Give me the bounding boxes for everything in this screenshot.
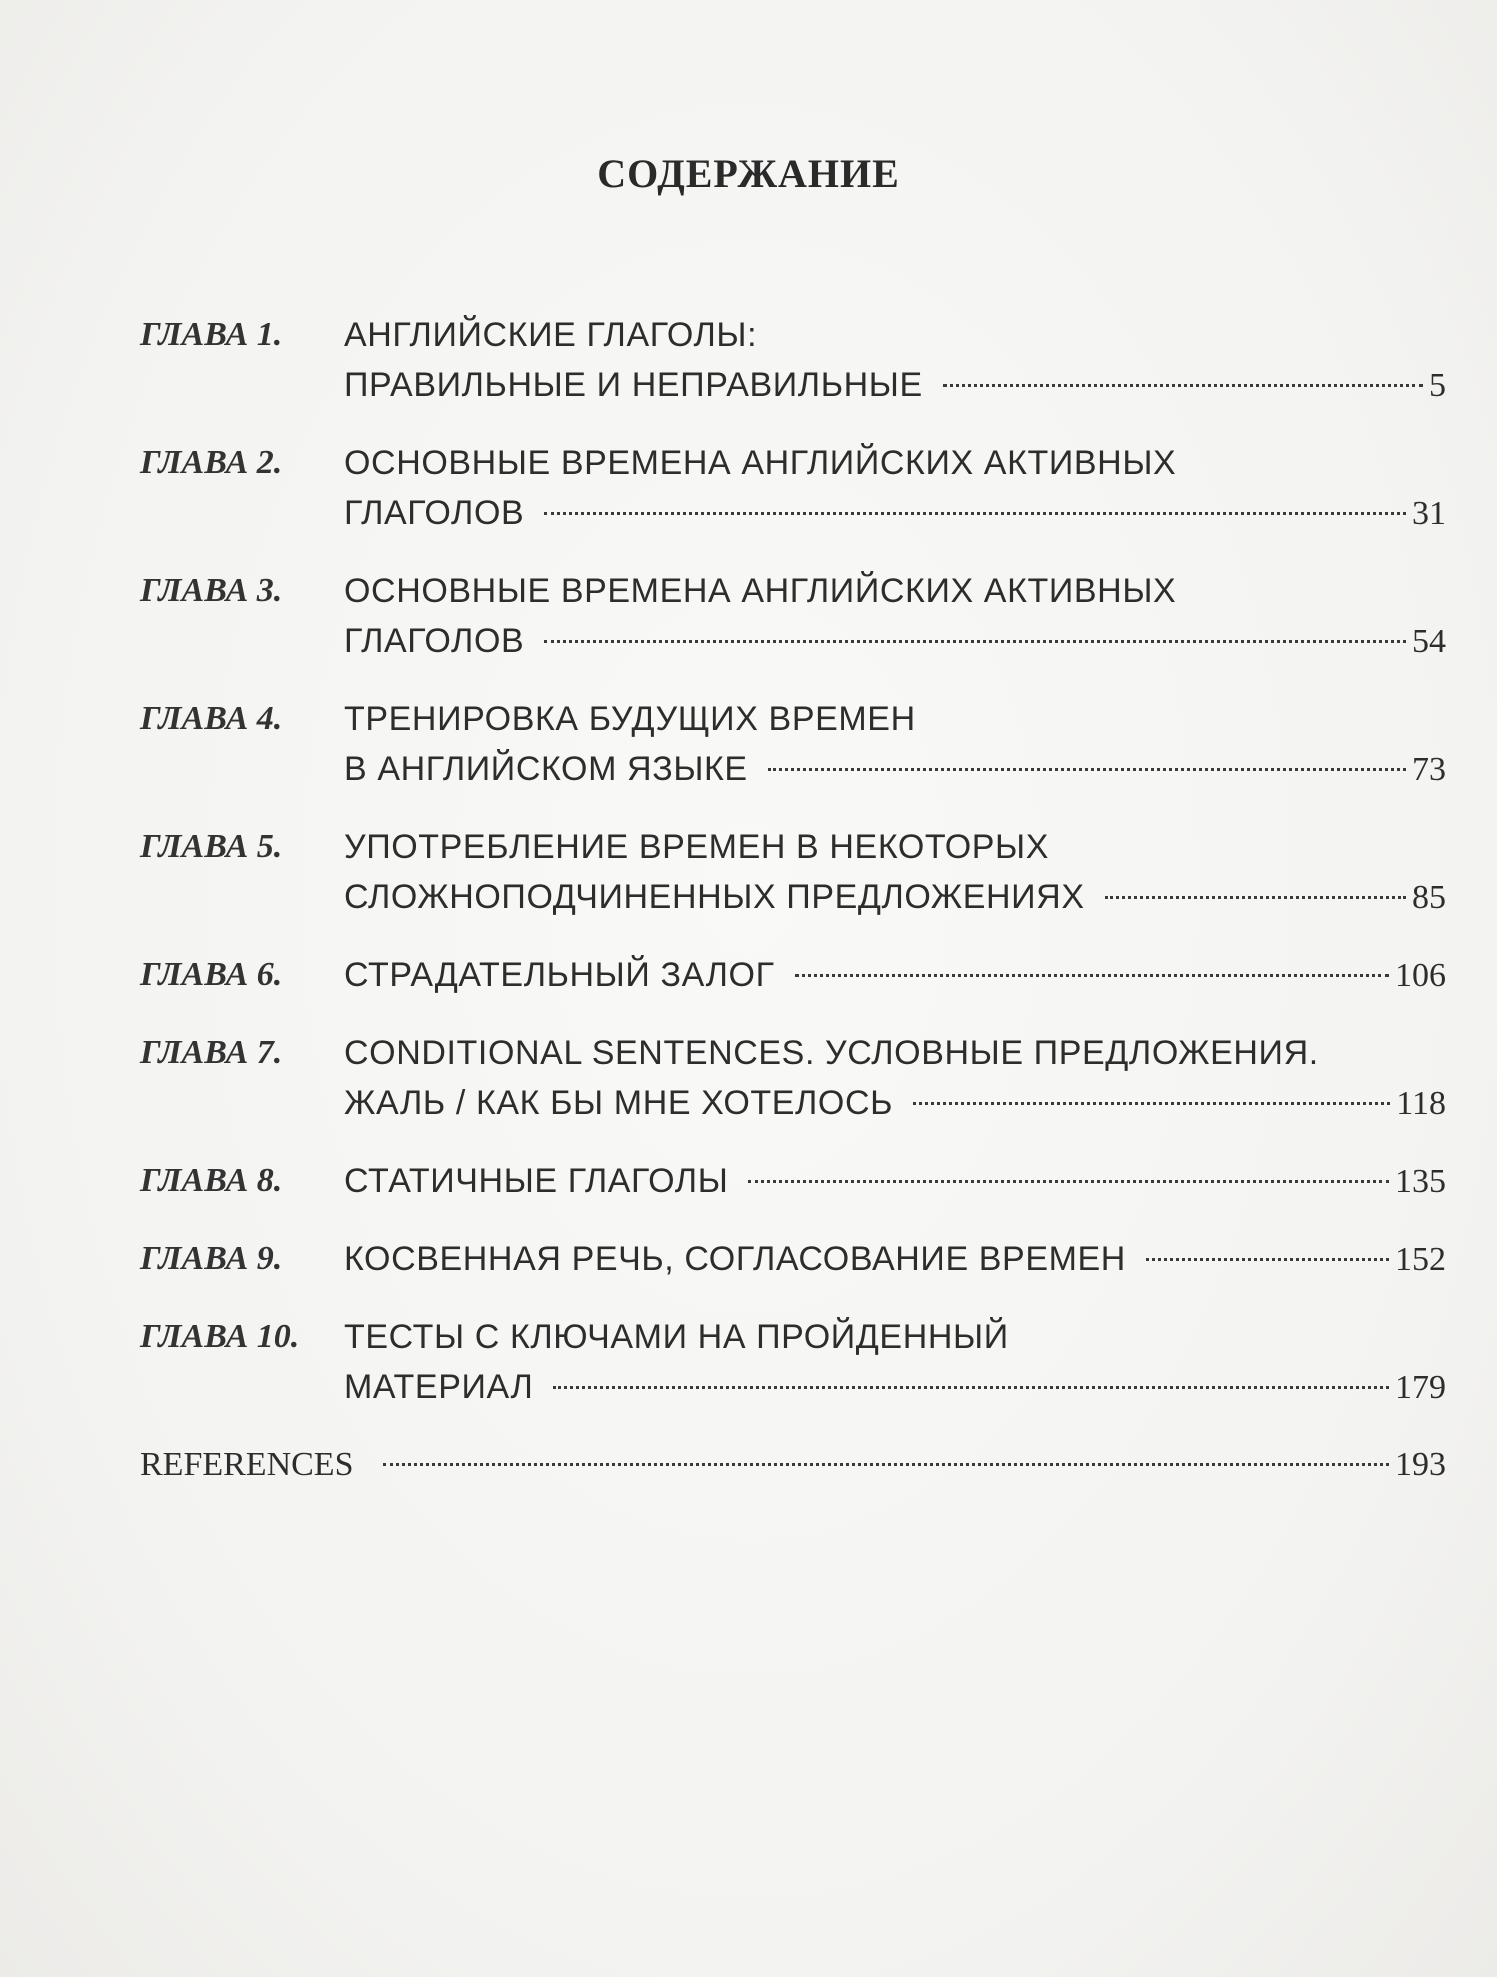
- toc-entry[interactable]: [140, 694, 1446, 795]
- chapter-title-line: ОСНОВНЫЕ ВРЕМЕНА АНГЛИЙСКИХ АКТИВНЫХ: [344, 572, 1177, 610]
- toc-entry[interactable]: [140, 438, 1446, 539]
- toc-entry[interactable]: [140, 310, 1446, 411]
- page-number: 106: [1395, 957, 1446, 994]
- dot-leader: [383, 1463, 1389, 1466]
- chapter-label: ГЛАВА 7.: [140, 1034, 283, 1071]
- chapter-label: ГЛАВА 10.: [140, 1318, 300, 1355]
- chapter-title-line: СТРАДАТЕЛЬНЫЙ ЗАЛОГ: [344, 956, 775, 994]
- chapter-title: [344, 950, 1446, 1001]
- dot-leader: [1105, 896, 1406, 899]
- references-page-number: 193: [1395, 1446, 1446, 1483]
- page-number: 179: [1395, 1369, 1446, 1406]
- chapter-title-last-line: [344, 872, 1446, 923]
- toc-entry[interactable]: [140, 1234, 1446, 1285]
- chapter-title-last-line: [344, 488, 1446, 539]
- page-number: 135: [1395, 1163, 1446, 1200]
- dot-leader: [913, 1102, 1390, 1105]
- page-number: 5: [1429, 367, 1446, 404]
- chapter-title: [344, 1312, 1446, 1413]
- page-number: 118: [1396, 1085, 1446, 1122]
- chapter-title-line: ГЛАГОЛОВ: [344, 494, 525, 532]
- table-of-contents: [140, 310, 1446, 1440]
- chapter-label: ГЛАВА 6.: [140, 956, 283, 993]
- page-number: 85: [1412, 879, 1446, 916]
- dot-leader: [553, 1386, 1389, 1389]
- chapter-title-last-line: [344, 1156, 1446, 1207]
- toc-entry-references[interactable]: [140, 1440, 1446, 1490]
- chapter-title: [344, 1234, 1446, 1285]
- chapter-label: ГЛАВА 8.: [140, 1162, 283, 1199]
- page-number: 73: [1412, 751, 1446, 788]
- chapter-title-line: ТЕСТЫ С КЛЮЧАМИ НА ПРОЙДЕННЫЙ: [344, 1318, 1009, 1356]
- dot-leader: [768, 768, 1406, 771]
- chapter-title: [344, 694, 1446, 795]
- chapter-title-line: АНГЛИЙСКИЕ ГЛАГОЛЫ:: [344, 316, 758, 354]
- chapter-title: [344, 1028, 1446, 1129]
- chapter-title-line: УПОТРЕБЛЕНИЕ ВРЕМЕН В НЕКОТОРЫХ: [344, 828, 1050, 866]
- dot-leader: [544, 512, 1406, 515]
- dot-leader: [943, 384, 1423, 387]
- page-number: 31: [1412, 495, 1446, 532]
- chapter-label: ГЛАВА 5.: [140, 828, 283, 865]
- chapter-title: [344, 566, 1446, 667]
- chapter-title-last-line: [344, 616, 1446, 667]
- toc-entry[interactable]: [140, 1156, 1446, 1207]
- toc-entry[interactable]: [140, 950, 1446, 1001]
- chapter-title-line: ГЛАГОЛОВ: [344, 622, 525, 660]
- toc-entry[interactable]: [140, 822, 1446, 923]
- chapter-title: [344, 822, 1446, 923]
- chapter-label: ГЛАВА 9.: [140, 1240, 283, 1277]
- dot-leader: [748, 1180, 1389, 1183]
- chapter-title-last-line: [344, 744, 1446, 795]
- chapter-label: ГЛАВА 3.: [140, 572, 283, 609]
- chapter-title-line: В АНГЛИЙСКОМ ЯЗЫКЕ: [344, 750, 748, 788]
- chapter-label: ГЛАВА 1.: [140, 316, 283, 353]
- chapter-title-last-line: [344, 1234, 1446, 1285]
- chapter-title-line: ЖАЛЬ / КАК БЫ МНЕ ХОТЕЛОСЬ: [344, 1084, 894, 1122]
- dot-leader: [1146, 1258, 1389, 1261]
- chapter-label: ГЛАВА 4.: [140, 700, 283, 737]
- chapter-title-line: МАТЕРИАЛ: [344, 1368, 534, 1406]
- dot-leader: [544, 640, 1406, 643]
- toc-entry[interactable]: [140, 566, 1446, 667]
- toc-entry[interactable]: [140, 1312, 1446, 1413]
- chapter-title-last-line: [344, 950, 1446, 1001]
- chapter-title-line: СТАТИЧНЫЕ ГЛАГОЛЫ: [344, 1162, 729, 1200]
- chapter-title: [344, 438, 1446, 539]
- chapter-title-line: CONDITIONAL SENTENCES. УСЛОВНЫЕ ПРЕДЛОЖЕНИЯ.: [344, 1034, 1319, 1072]
- references-label: REFERENCES: [140, 1446, 354, 1483]
- chapter-title: [344, 310, 1446, 411]
- chapter-label: ГЛАВА 2.: [140, 444, 283, 481]
- chapter-title-line: СЛОЖНОПОДЧИНЕННЫХ ПРЕДЛОЖЕНИЯХ: [344, 878, 1085, 916]
- chapter-title-last-line: [344, 1362, 1446, 1413]
- dot-leader: [795, 974, 1389, 977]
- page-number: 54: [1412, 623, 1446, 660]
- toc-entry[interactable]: [140, 1028, 1446, 1129]
- chapter-title-line: ПРАВИЛЬНЫЕ И НЕПРАВИЛЬНЫЕ: [344, 366, 923, 404]
- chapter-title-line: ТРЕНИРОВКА БУДУЩИХ ВРЕМЕН: [344, 700, 916, 738]
- page-number: 152: [1395, 1241, 1446, 1278]
- chapter-title-line: ОСНОВНЫЕ ВРЕМЕНА АНГЛИЙСКИХ АКТИВНЫХ: [344, 444, 1177, 482]
- chapter-title-line: КОСВЕННАЯ РЕЧЬ, СОГЛАСОВАНИЕ ВРЕМЕН: [344, 1240, 1126, 1278]
- chapter-title-last-line: [344, 1078, 1446, 1129]
- chapter-title: [344, 1156, 1446, 1207]
- chapter-title-last-line: [344, 360, 1446, 411]
- page-title: СОДЕРЖАНИЕ: [597, 151, 900, 196]
